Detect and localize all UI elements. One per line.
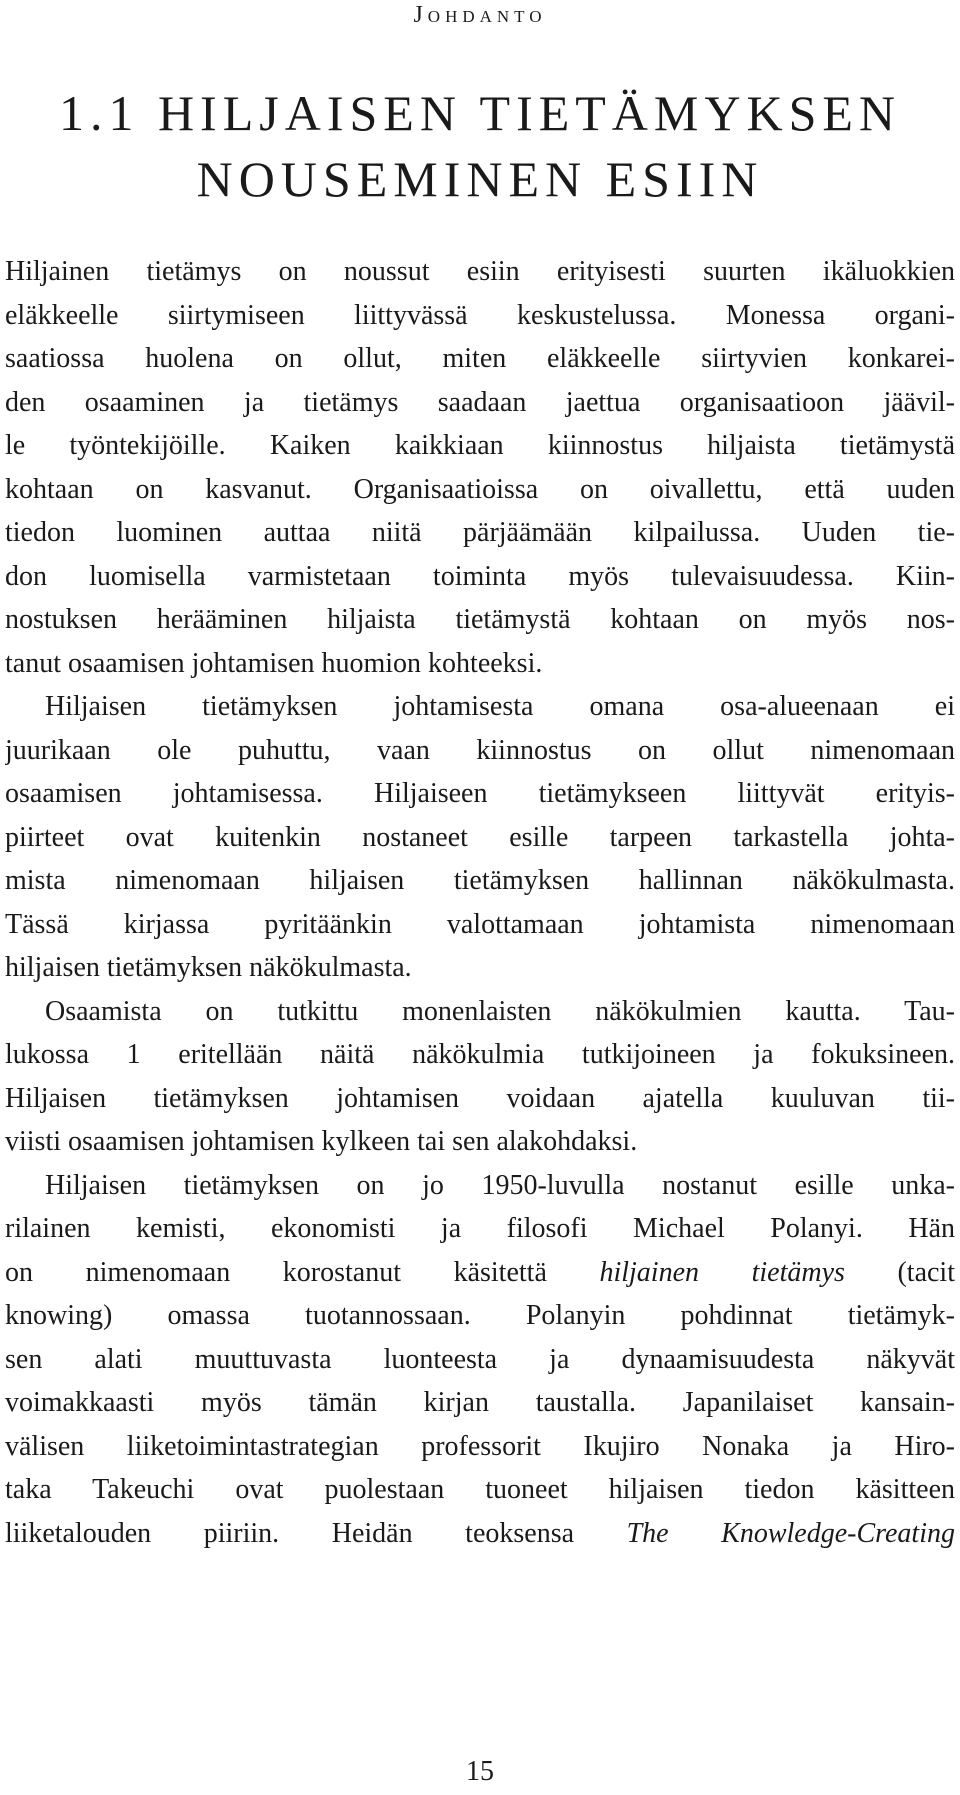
text-line: saatiossa huolena on ollut, miten eläkkeelle siirtyvien konkarei- <box>5 343 955 374</box>
chapter-title-line-1: 1.1 HILJAISEN TIETÄMYKSEN <box>58 85 902 141</box>
text-line: den osaaminen ja tietämys saadaan jaettua organisaatioon jäävil- <box>5 386 955 418</box>
text-line: piirteet ovat kuitenkin nostaneet esille tarpeen tarkastella johta- <box>5 821 955 853</box>
paragraph-3 <box>5 990 955 1164</box>
paragraph-2 <box>5 685 955 990</box>
text-line: taka Takeuchi ovat puolestaan tuoneet hiljaisen tiedon käsitteen <box>5 1474 955 1505</box>
chapter-title-line-2: NOUSEMINEN ESIIN <box>196 151 764 207</box>
chapter-title <box>0 80 960 212</box>
page-number: 15 <box>466 1756 494 1787</box>
text-line: mista nimenomaan hiljaisen tietämyksen hallinnan näkökulmasta. <box>5 865 955 896</box>
text-line: on nimenomaan korostanut käsitettä hiljainen tietämys (tacit <box>5 1256 955 1288</box>
text-line: Hiljaisen tietämyksen on jo 1950-luvulla nostanut esille unka- <box>45 1169 955 1201</box>
text-line: kohtaan on kasvanut. Organisaatioissa on oivallettu, että uuden <box>5 473 955 505</box>
text-line: Hiljaisen tietämyksen johtamisen voidaan ajatella kuuluvan tii- <box>5 1082 955 1114</box>
text-line: osaamisen johtamisessa. Hiljaiseen tietämykseen liittyvät erityis- <box>5 778 955 809</box>
text-line: knowing) omassa tuotannossaan. Polanyin pohdinnat tietämyk- <box>5 1300 955 1331</box>
text-line: Osaamista on tutkittu monenlaisten näkökulmien kautta. Tau- <box>45 995 955 1027</box>
text-line: liiketalouden piiriin. Heidän teoksensa The Knowledge-Creating <box>5 1517 955 1549</box>
text-line: juurikaan ole puhuttu, vaan kiinnostus on ollut nimenomaan <box>5 734 955 766</box>
text-line: don luomisella varmistetaan toiminta myös tulevaisuudessa. Kiin- <box>5 560 955 592</box>
text-line: hiljaisen tietämyksen näkökulmasta. <box>5 952 412 983</box>
text-line: Tässä kirjassa pyritäänkin valottamaan johtamista nimenomaan <box>5 908 955 940</box>
text-line: rilainen kemisti, ekonomisti ja filosofi Michael Polanyi. Hän <box>5 1213 955 1244</box>
text-line: voimakkaasti myös tämän kirjan taustalla. Japanilaiset kansain- <box>5 1387 955 1418</box>
text-line: eläkkeelle siirtymiseen liittyvässä keskustelussa. Monessa organi- <box>5 299 955 331</box>
text-line: tiedon luominen auttaa niitä pärjäämään kilpailussa. Uuden tie- <box>5 517 955 548</box>
text-line: lukossa 1 eritellään näitä näkökulmia tutkijoineen ja fokuksineen. <box>5 1039 955 1070</box>
text-line: Hiljainen tietämys on noussut esiin erityisesti suurten ikäluokkien <box>5 256 955 287</box>
text-line: sen alati muuttuvasta luonteesta ja dynaamisuudesta näkyvät <box>5 1343 955 1375</box>
text-line: viisti osaamisen johtamisen kylkeen tai sen alakohdaksi. <box>5 1126 638 1157</box>
body-text <box>5 250 955 1555</box>
running-head: Johdanto <box>413 2 547 28</box>
text-line: nostuksen herääminen hiljaista tietämystä kohtaan on myös nos- <box>5 604 955 635</box>
text-line: tanut osaamisen johtamisen huomion kohteeksi. <box>5 647 543 679</box>
text-line: le työntekijöille. Kaiken kaikkiaan kiinnostus hiljaista tietämystä <box>5 430 955 461</box>
italic-term: hiljainen tietämys <box>599 1256 845 1288</box>
text-line: Hiljaisen tietämyksen johtamisesta omana osa-alueenaan ei <box>45 691 955 722</box>
paragraph-4 <box>5 1164 955 1556</box>
paragraph-1 <box>5 250 955 685</box>
italic-term: The Knowledge-Creating <box>626 1517 955 1549</box>
text-line: välisen liiketoimintastrategian professorit Ikujiro Nonaka ja Hiro- <box>5 1430 955 1462</box>
